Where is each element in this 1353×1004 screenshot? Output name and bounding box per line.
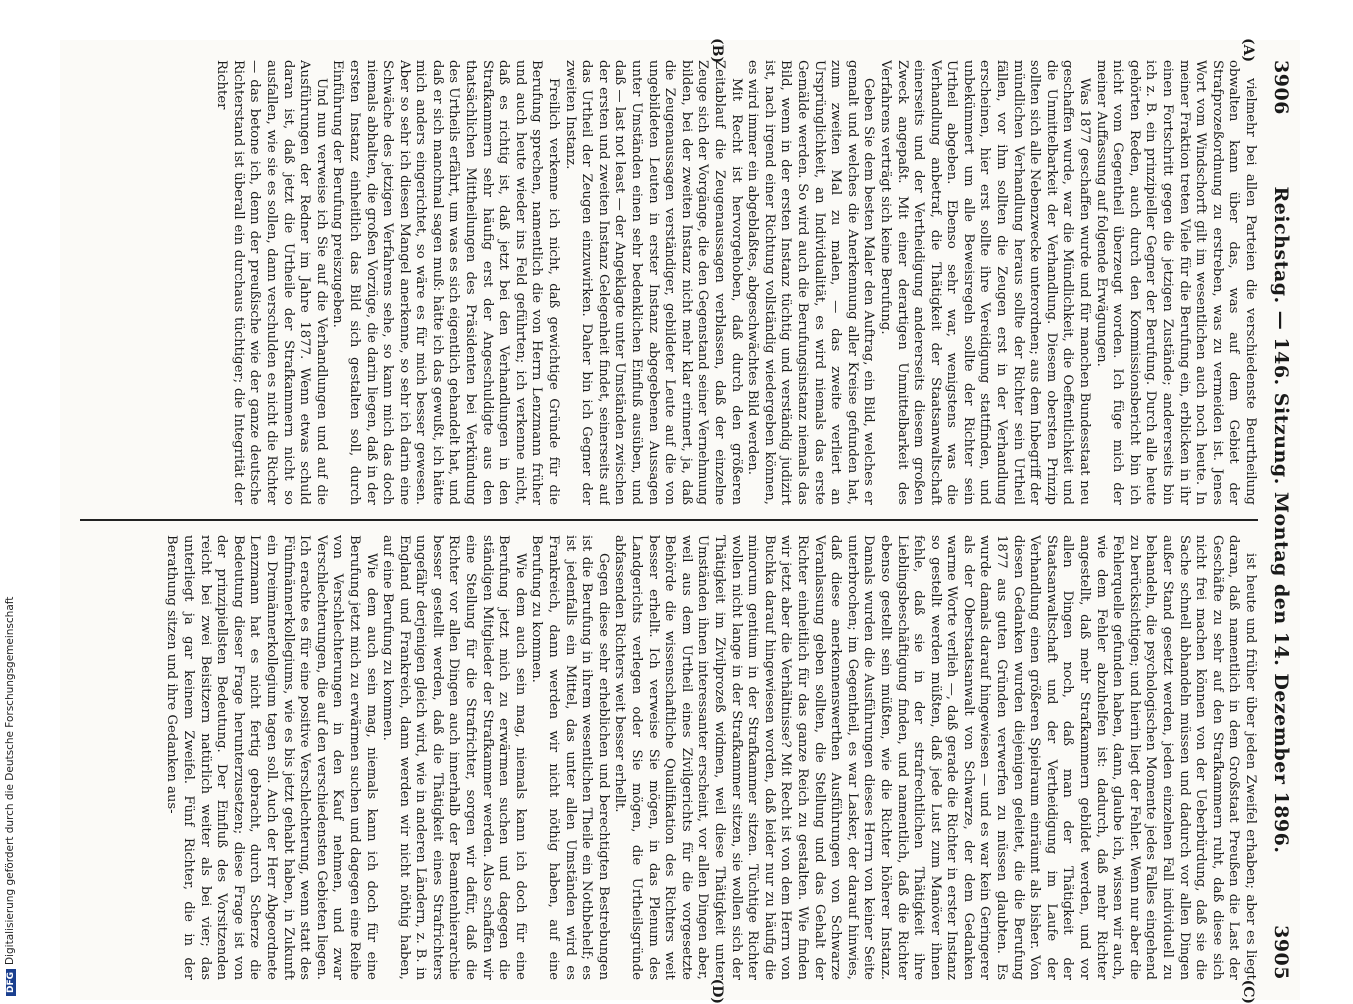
paragraph: Und nun verweise ich Sie auf die Verhandlungen und auf die Ausführungen der Redner im Jahre 1877. Wenn etwas schuld daran ist, daß jetzt die Urtheile der Strafkammern nicht so ausfallen, wie sie es sollen, dann verschulden es nicht die Richter — das betone ich, denn der preußische wie der ganze deutsche Richterstand ist überall ein durchaus tüchtiger; die Integrität der Richter xyxy=(214,60,329,505)
credit-text: Digitalisierung gefördert durch die Deutsche Forschungsgemeinschaft xyxy=(4,596,16,965)
paragraph: Freilich verkenne ich nicht, daß gewichtige Gründe für die Berufung sprechen, namentlich die von Herrn Lenzmann früher und auch heute wieder ins Feld geführten; ich verkenne nicht, daß es richtig ist, daß jetzt bei den Verhandlungen in den Strafkammern sehr häufig erst der Angeschuldigte aus den thatsächlichen Mittheilungen des Präsidenten bei Verkündung des Urtheils erfährt, um was es sich eigentlich gehandelt hat, und daß er sich manchmal sagen muß: hätte ich das gewußt, ich hätte mich anders eingerichtet, so wäre es für mich besser gewesen. Aber so sehr ich diesen Mangel anerkenne, so sehr ich darin eine Schwäche des jetzigen Verfahrens sehe, so kann mich das doch niemals abhalten, die großen Vorzüge, die darin liegen, daß in der ersten Instanz einheitlich das Bild sich gestalten soll, durch Einführung der Berufung preiszugeben. xyxy=(330,60,562,505)
margin-marker-a: (A) xyxy=(1240,38,1256,63)
paragraph: vielmehr bei allen Parteien die verschiedenste Beurtheilung obwalten kann über das, was auf dem Gebiet der Strafprozeßordnung zu erstreben, was zu vermeiden ist. Jenes Wort vom Windschorft gilt im wesentlichen auch noch heute. In meiner Fraktion treten Viele für die Berufung ein, erblicken in ihr einen Fortschritt gegen die jetzigen Zustände; andererseits bin ich z. B. ein prinzipieller Gegner der Berufung. Durch alle heute gehörten Reden, auch durch den Kommissionsbericht bin ich nicht vom Gegentheil überzeugt worden. Ich füge mich der meiner Auffassung auf folgende Erwägungen. xyxy=(1093,60,1258,505)
right-text-column xyxy=(80,535,1258,980)
paragraph: Geben Sie dem besten Maler den Auftrag, ein Bild, welches er gemalt und welches die Anerkennung aller Kreise gefunden hat, zum zweiten Mal zu malen, — das zweite verliert an Ursprünglichkeit, an Individualität, es wird niemals das erste Gemälde werden. So wird auch die Berufungsinstanz niemals das Bild, wenn in der ersten Instanz tüchtig und verständig judizirt ist, nach irgend einer Richtung vollständig wiedergeben können, es wird immer ein abgeblaßtes, abgeschwächtes Bild werden. xyxy=(745,60,877,505)
running-title: Reichstag. — 146. Sitzung. Montag den 14. Dezember 1896. xyxy=(1270,186,1292,854)
page-number-right: 3905 xyxy=(1270,925,1292,980)
left-text-column xyxy=(80,60,1258,505)
paragraph: Gegen diese sehr erheblichen und berechtigten Bestrebungen ist die Berufung in ihrem wesentlichen Theile ein Nothbehelf; es ist jedenfalls ein Mittel, das unter allen Umständen wird es Frankreich, dann werden wir nicht nöthig haben, auf eine Berufung zu kommen. xyxy=(529,535,611,980)
paragraph: Wie dem auch sein mag, niemals kann ich doch für eine Berufung jetzt mich zu erwärmen suchen und dagegen eine Reihe von Verschlechterungen in den Kauf nehmen, und zwar Verschlechterungen, die auf den verschiedensten Gebieten liegen. Ich erachte es für eine positive Verschlechterung, wenn statt des Fünfmännerkollegiums, wie es bis jetzt gehabt haben, in Zukunft ein Dreimännerkollegium tagen soll. Auch der Herr Abgeordnete Lenzmann hat es nicht fertig gebracht, durch Scherze die Bedeutung dieser Frage herunterzusetzen; diese Frage ist von der prinzipiellsten Bedeutung. Der Einfluß des Vorsitzenden reicht bei zwei Beisitzern natürlich weiter als bei vier; das unterliegt ja gar keinem Zweifel. Fünf Richter, die in der Berathung sitzen und ihre Gedanken aus- xyxy=(164,535,379,980)
margin-marker-d: (D) xyxy=(709,978,725,1004)
dfg-logo: DFG xyxy=(6,969,16,996)
margin-marker-b: (B) xyxy=(709,38,725,64)
column-divider xyxy=(80,519,1258,521)
paragraph: Wie dem auch sein mag, niemals kann ich doch für eine Berufung jetzt mich zu erwärmen suchen und dagegen die ständigen Mitglieder der Strafkammer werden. Also schaffen wir eine Stellung für die Strafrichter, sorgen wir dafür, daß die Richter vor allen Dingen auch innerhalb der Beamtenhierarchie besser gestellt werden, daß die Thätigkeit eines Strafrichters ungefähr derjenigen gleich wird, wie in anderen Ländern, z. B. in England und Frankreich, dann werden wir nicht nöthig haben, auf eine Berufung zu kommen. xyxy=(380,535,528,980)
margin-marker-c: (C) xyxy=(1240,979,1256,1004)
paragraph: Was 1877 geschaffen wurde und für manchen Bundesstaat neu geschaffen wurde, war die Mündlichkeit, die Oeffentlichkeit und die Unmittelbarkeit der Verhandlung. Diesem obersten Prinzip sollten sich alle Nebenzwecke unterordnen; aus dem Inbegriff der mündlichen Verhandlung heraus sollte der Richter sein Urtheil fällen, vor ihm sollten die Zeugen erst in der Verhandlung erscheinen, hier erst sollte ihre Vereidigung stattfinden, und unbekümmert um alle Beweisregeln sollte der Richter sein Urtheil abgeben. Ebenso sehr war, wenigstens was die Verhandlung anbetraf, die Thätigkeit der Staatsanwaltschaft einerseits und der Vertheidigung andererseits diesem großen Zweck angepaßt. Mit einer derartigen Unmittelbarkeit des Verfahrens verträgt sich keine Berufung. xyxy=(877,60,1093,505)
paragraph: ist heute und früher über jeden Zweifel erhaben; aber es liegt daran, daß namentlich in dem Großstaat Preußen die Last der Geschäfte zu sehr auf den Strafkammern ruht, daß diese sich nicht frei machen können von der Ueberbürdung, daß sie die Sache schnell abhandeln müssen und dadurch vor allen Dingen außer Stand gesetzt werden, jeden einzelnen Fall individuell zu behandeln, die psychologischen Momente jedes Falles eingehend zu berücksichtigen; und hierin liegt der Fehler. Wenn nur aber die Fehlerquelle gefunden haben, dann, glaube ich, wissen wir auch, wie dem Fehler abzuhelfen ist: dadurch, daß mehr Richter angestellt, daß mehr Strafkammern gebildet werden, und vor allen Dingen noch, daß man der Thätigkeit der Staatsanwaltschaft und der Vertheidigung im Laufe der Verhandlung einen größeren Spielraum einräumt als bisher. Von diesen Gedanken wurden diejenigen geleitet, die die Berufung 1877 aus guten Gründen verwerfen zu müssen glaubten. Es wurde damals darauf hingewiesen — und es war kein Geringerer als der Oberstaatsanwalt von Schwarze, der dem Gedanken warme Worte verlieh —, daß gerade die Richter in erster Instanz so gestellt werden müßten, daß jede Lust zum Manöver ihnen fehle, daß sie in der strafrechtlichen Thätigkeit ihre Lieblingsbeschäftigung finden, und namentlich, daß die Richter ebenso gestellt sein müßten, wie die Richter höherer Instanz. Damals wurden die Ausführungen dieses Herrn von keiner Seite unterbrochen; im Gegentheil, es war Lasker, der darauf hinwies, daß diese anerkennenswerthen Ausführungen von Schwarze Veranlassung geben sollten, die Stellung und das Gehalt der Richter einheitlich für das ganze Reich zu gestalten. Wie finden wir jetzt aber die Verhältnisse? Mit Recht ist von dem Herrn von Buchka darauf hingewiesen worden, daß leider nur zu häufig die minorum gentium in der Strafkammer sitzen. Tüchtige Richter wollen nicht lange in der Strafkammer sitzen, sie wollen sich der Thätigkeit im Zivilprozeß widmen, weil diese Thätigkeit unter Umständen ihnen interessanter erscheint, vor allen Dingen aber, weil aus dem Urtheil eines Zivilgerichts für die vorgesetzte Behörde die wissenschaftliche Qualifikation des Richters weit besser erhellt. Ich verweise Sie mögen, in das Plenum des Landgerichts verlegen oder Sie mögen, die Urtheilsgründe abfassenden Richters weit besser erhellt. xyxy=(612,535,1258,980)
page-header xyxy=(1262,60,1292,980)
paragraph: Mit Recht ist hervorgehoben, daß durch den größeren Zeitablauf die Zeugenaussagen verblassen, daß der einzelne Zeuge sich der Vorgänge, die den Gegenstand seiner Vernehmung bilden, bei der zweiten Instanz nicht mehr klar erinnert, ja, daß die Zeugenaussagen verständiger, gebildeter Leute auf die von ungebildeten Leuten in erster Instanz abgegebenen Aussagen unter Umständen einen sehr bedenklichen Einfluß ausüben, und daß — last not least — der Angeklagte unter Umständen zwischen der ersten und zweiten Instanz Gelegenheit findet, seinerseits auf das Urtheil der Zeugen einzuwirken. Daher bin ich Gegner der zweiten Instanz. xyxy=(562,60,744,505)
rotated-document-page xyxy=(60,38,1300,1004)
digitization-credit xyxy=(4,0,18,996)
page-number-left: 3906 xyxy=(1270,60,1292,115)
